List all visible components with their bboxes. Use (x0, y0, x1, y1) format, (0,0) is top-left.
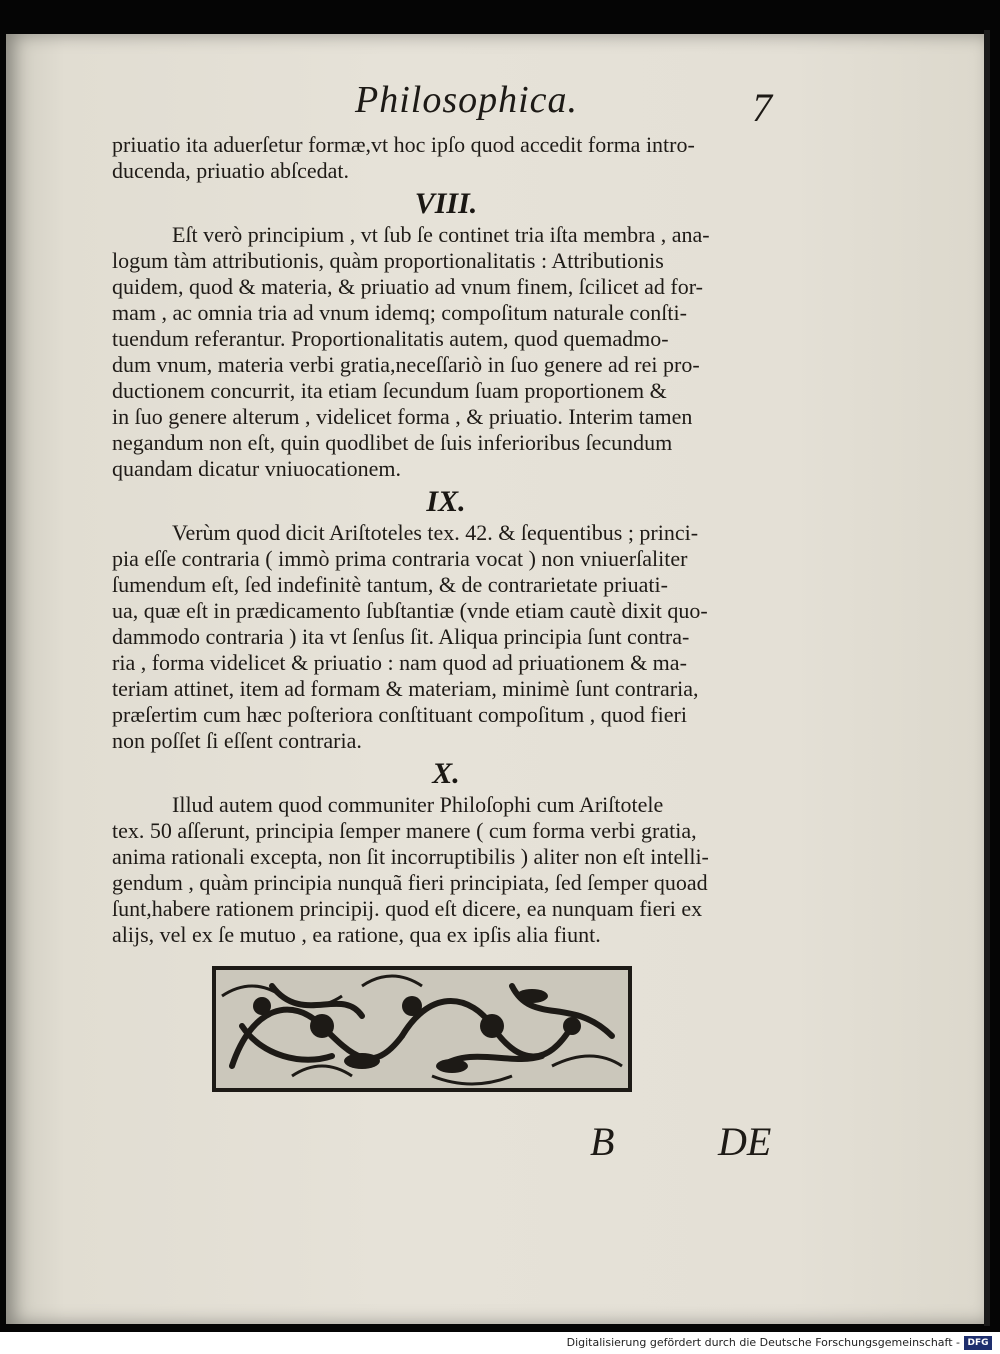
text-line: gendum , quàm principia nunquã fieri principiata, ſed ſemper quoad (112, 870, 708, 895)
text-block (112, 132, 780, 948)
page-number: 7 (752, 85, 772, 130)
section-heading: IX. (426, 485, 466, 518)
text-line: dammodo contraria ) ita vt ſenſus ſit. Aliqua principia ſunt contra- (112, 624, 690, 649)
page-edge (984, 30, 990, 1326)
text-line: ductionem concurrit, ita etiam ſecundum ſuam proportionem & (112, 378, 667, 403)
text-line: ſumendum eſt, ſed indefinitè tantum, & de contrarietate priuati- (112, 572, 668, 597)
signature-mark: B (590, 1119, 615, 1164)
text-line: Verùm quod dicit Ariſtoteles tex. 42. & ſequentibus ; princi- (172, 520, 699, 545)
text-line: negandum non eſt, quin quodlibet de ſuis inferioribus ſecundum (112, 430, 673, 455)
catchword: DE (718, 1119, 772, 1164)
text-line: mam , ac omnia tria ad vnum idemq; compoſitum naturale conſti- (112, 300, 687, 325)
text-line: pia eſſe contraria ( immò prima contraria vocat ) non vniuerſaliter (112, 546, 688, 571)
text-line: præſertim cum hæc poſteriora conſtituant compoſitum , quod fieri (112, 702, 687, 727)
footer-bar (0, 1332, 1000, 1354)
text-line: logum tàm attributionis, quàm proportionalitatis : Attributionis (112, 248, 664, 273)
text-line: ſunt,habere rationem principij. quod eſt dicere, ea nunquam fieri ex (112, 896, 703, 921)
footer-credit-text: Digitalisierung gefördert durch die Deutsche Forschungsgemeinschaft - (566, 1336, 960, 1349)
text-line: Eſt verò principium , vt ſub ſe continet tria iſta membra , ana- (172, 222, 710, 247)
section-heading: VIII. (414, 187, 478, 220)
text-line: teriam attinet, item ad formam & materiam, minimè ſunt contraria, (112, 676, 699, 701)
text-line: in ſuo genere alterum , videlicet forma , & priuatio. Interim tamen (112, 404, 693, 429)
text-line: quandam dicatur vniuocationem. (112, 456, 401, 481)
text-line: Illud autem quod communiter Philoſophi cum Ariſtotele (172, 792, 664, 817)
text-line: dum vnum, materia verbi gratia,neceſſariò in ſuo genere ad rei pro- (112, 352, 700, 377)
text-line: anima rationali excepta, non ſit incorruptibilis ) aliter non eſt intelli- (112, 844, 709, 869)
text-line: ua, quæ eſt in prædicamento ſubſtantiæ (vnde etiam cautè dixit quo- (112, 598, 708, 623)
text-line: alijs, vel ex ſe mutuo , ea ratione, qua ex ipſis alia fiunt. (112, 922, 601, 947)
woodcut-ornament (212, 966, 632, 1092)
text-line: ria , forma videlicet & priuatio : nam quod ad priuationem & ma- (112, 650, 687, 675)
running-head: Philosophica. (355, 79, 579, 121)
text-line: non poſſet ſi eſſent contraria. (112, 728, 362, 753)
text-line: priuatio ita aduerſetur formæ,vt hoc ipſo quod accedit forma intro- (112, 132, 695, 157)
section-heading: X. (432, 757, 460, 790)
text-line: quidem, quod & materia, & priuatio ad vnum finem, ſcilicet ad for- (112, 274, 703, 299)
dfg-logo: DFG (964, 1336, 992, 1350)
text-line: tuendum referantur. Proportionalitatis autem, quod quemadmo- (112, 326, 669, 351)
text-line: ducenda, priuatio abſcedat. (112, 158, 350, 183)
text-line: tex. 50 aſſerunt, principia ſemper manere ( cum forma verbi gratia, (112, 818, 697, 843)
